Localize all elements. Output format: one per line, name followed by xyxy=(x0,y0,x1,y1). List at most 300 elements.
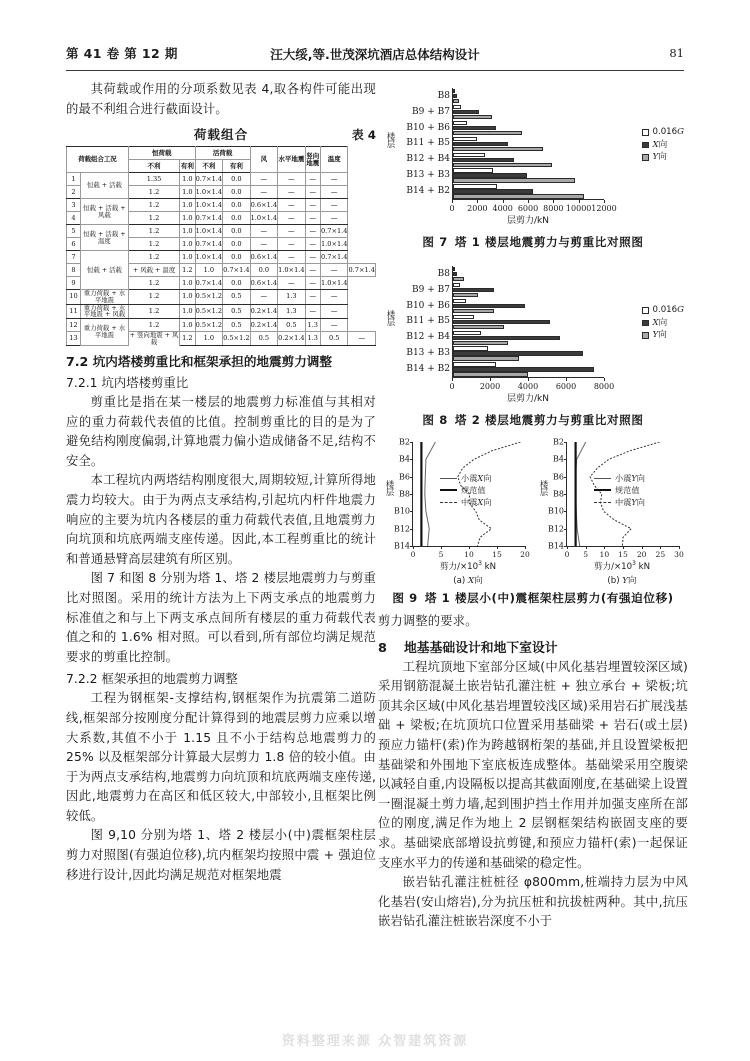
legend-line xyxy=(440,489,457,491)
x-axis-title-fig9a: 剪力$/\times 10^3$ kN xyxy=(439,560,497,572)
table-cell: 恒载 + 活载 + 风载 xyxy=(80,199,128,225)
table-cell: 1.0 xyxy=(180,212,195,225)
x-tick xyxy=(452,200,453,203)
legend-item xyxy=(642,139,684,152)
legend-label: 中震X向 xyxy=(461,497,492,507)
table-cell: — xyxy=(305,186,320,199)
x-tick-label: 15 xyxy=(492,550,502,559)
table-cell: — xyxy=(305,277,320,290)
x-tick-label: 20 xyxy=(636,550,647,559)
figure-9-title: 塔 1 楼层小(中)震框架柱层剪力(有强迫位移) xyxy=(424,591,674,605)
bar xyxy=(453,351,583,355)
x-tick-label: 10 xyxy=(599,550,610,559)
table-cell: 恒载 + 活载 + 温度 xyxy=(80,225,128,251)
th-dead-load: 恒荷载 xyxy=(128,147,195,160)
bar xyxy=(453,346,488,350)
x-tick xyxy=(566,378,567,381)
table-cell: 0.6×1.4 xyxy=(250,199,278,212)
bar xyxy=(453,336,560,340)
right-column xyxy=(378,80,688,932)
data-line xyxy=(425,442,436,546)
y-tick-label: B12 xyxy=(393,524,410,534)
bar xyxy=(453,367,594,371)
section-8-number: 8 xyxy=(378,640,387,656)
legend-item xyxy=(642,317,684,330)
x-tick-label: 0 xyxy=(410,550,416,559)
bar xyxy=(453,163,552,167)
table-cell: 12 xyxy=(67,319,81,332)
y-tick-label: B10 xyxy=(393,506,410,516)
bar xyxy=(453,89,455,93)
table-cell: 1.0 xyxy=(180,238,195,251)
table-cell: 11 xyxy=(67,304,81,318)
table-cell: 13 xyxy=(67,332,81,346)
table-cell: 1.0 xyxy=(195,264,223,277)
legend-line xyxy=(440,478,457,479)
legend-label: Y向 xyxy=(652,152,667,163)
table-cell: 7 xyxy=(67,251,81,264)
y-axis-title-fig9a: 楼层 xyxy=(384,480,394,495)
category-label: B9 + B7 xyxy=(412,284,450,295)
table-header-row-1 xyxy=(67,147,376,160)
x-tick xyxy=(528,378,529,381)
table-row xyxy=(67,251,376,264)
x-tick-label: 10000 xyxy=(565,204,592,213)
bar-chart-fig8 xyxy=(378,258,688,410)
table-cell: 1.2 xyxy=(128,319,179,332)
legend-line xyxy=(594,478,611,479)
paragraph-8-1: 工程坑顶地下室部分区域(中风化基岩埋置较深区域)采用钢筋混凝土嵌岩钻孔灌注桩 + 独立承台 + 梁板;坑顶其余区域(中风化基岩埋置较浅区域)采用岩石扩展浅基础 + 梁板;在坑顶坑口位置采用基础梁 + 岩石(或土层)预应力锚杆(索)作为跨越钢桁架的基础,并且设置梁板把基础梁和外围地下室底板连成整体。基础梁采用空腹梁以减轻自重,内设隔板以提高其截面刚度,在基础梁上设置一圈混凝土剪力墙,起到围护挡土作用并加强支座所在部位的刚度,满足作为地上 2 层钢框架结构嵌固支座的要求。基础梁底部增设抗剪键,和预应力锚杆(索)一起保证支座水平力的传递和基础梁的稳定性。 xyxy=(378,659,688,870)
table-cell: — xyxy=(305,264,320,277)
article-title-head: 汪大绥,等.世茂深坑酒店总体结构设计 xyxy=(270,47,480,62)
bar xyxy=(453,189,533,193)
table-cell: 1.0×1.4 xyxy=(320,277,348,290)
x-tick-label: 8000 xyxy=(543,204,564,213)
x-tick-label: 2000 xyxy=(467,204,488,213)
x-tick-label: 25 xyxy=(655,550,666,559)
table-cell: 1.2 xyxy=(180,332,195,346)
th-live-favorable: 有利 xyxy=(223,160,251,173)
table-cell: — xyxy=(250,238,278,251)
legend-line xyxy=(594,489,611,491)
table-cell: 1.0 xyxy=(180,277,195,290)
y-tick-label: B8 xyxy=(399,489,410,499)
x-tick xyxy=(586,546,587,549)
table-row xyxy=(67,290,376,304)
table-cell: 1.2 xyxy=(128,199,179,212)
table-cell: 1.0×1.4 xyxy=(195,251,223,264)
table-cell: 0.5 xyxy=(223,304,251,318)
table-cell: 0.6×1.4 xyxy=(250,251,278,264)
table-cell: 0.0 xyxy=(250,264,278,277)
paragraph-722-2: 图 9,10 分别为塔 1、塔 2 楼层小(中)震框架柱层剪力对照图(有强迫位移),坑内框架均按照中震 + 强迫位移进行设计,因此均满足规范对框架地震 xyxy=(66,828,376,882)
table-cell: 1.0×1.4 xyxy=(250,212,278,225)
bar xyxy=(453,99,459,103)
legend-label: 规范值 xyxy=(461,485,486,495)
table-cell: 0.0 xyxy=(223,225,251,238)
bar xyxy=(453,299,466,303)
table-cell: 重力荷载 + 水平地震 xyxy=(80,290,128,304)
table-cell: — xyxy=(278,238,306,251)
y-tick-label: B6 xyxy=(553,472,564,482)
x-tick-label: 12000 xyxy=(591,204,617,213)
bar xyxy=(453,315,474,319)
volume-issue: 第 41 卷 第 12 期 xyxy=(66,46,178,61)
watermark: 资料整理来源 众智建筑资源 xyxy=(281,1034,469,1049)
bar xyxy=(453,309,494,313)
paragraph-721-2: 本工程坑内两塔结构刚度很大,周期较短,计算所得地震力均较大。由于为两点支承结构,引起坑内杆件地震力响应的主要为坑内各楼层的重力荷载代表值,且地震剪力向坑顶和坑底两端支座传递。因此,本工程剪重比的统计和普通悬臂高层建筑有所区别。 xyxy=(66,473,376,566)
figure-9 xyxy=(378,436,688,606)
paragraph-continued: 剪力调整的要求。 xyxy=(378,614,478,628)
category-label: B13 + B3 xyxy=(406,348,450,359)
table-cell: 1.2 xyxy=(128,225,179,238)
table-cell: 0.5 xyxy=(320,332,348,346)
legend-label: X向 xyxy=(652,139,668,150)
x-tick-label: 5 xyxy=(583,550,589,559)
x-tick-label: 15 xyxy=(618,550,628,559)
table-cell: — xyxy=(250,173,278,186)
table-cell: 0.0 xyxy=(223,277,251,290)
x-tick xyxy=(477,200,478,203)
legend-item xyxy=(642,304,684,317)
table-cell: 0.0 xyxy=(223,173,251,186)
table-cell: 0.5 xyxy=(278,319,306,332)
table-cell: 0.7×1.4 xyxy=(195,277,223,290)
table-cell: — xyxy=(305,173,320,186)
table-cell: 1.0×1.4 xyxy=(320,238,348,251)
running-head xyxy=(66,44,684,70)
bar xyxy=(453,115,492,119)
table-cell: 0.5×1.2 xyxy=(195,304,223,318)
x-tick xyxy=(604,378,605,381)
table-cell: 1 xyxy=(67,173,81,186)
bar xyxy=(453,105,461,109)
table-cell: 1.0×1.4 xyxy=(195,199,223,212)
table-title: 荷载组合 xyxy=(193,127,249,143)
legend-label: 小震Y向 xyxy=(615,473,645,483)
x-tick-label: 0 xyxy=(564,550,570,559)
legend-fig7 xyxy=(642,126,684,164)
legend-label: 0.016G xyxy=(652,305,684,315)
x-tick-label: 8000 xyxy=(593,382,615,391)
header-rule xyxy=(66,70,684,71)
bar xyxy=(453,168,493,172)
table-cell: — xyxy=(320,199,348,212)
table-cell: 0.5×1.2 xyxy=(195,319,223,332)
table-cell: 1.0 xyxy=(180,225,195,238)
x-tick-label: 10 xyxy=(464,550,474,559)
table-cell: 1.2 xyxy=(180,264,195,277)
table-cell: 恒载 + 活载 xyxy=(80,251,128,290)
table-cell: 0.2×1.4 xyxy=(278,332,306,346)
y-tick-label: B2 xyxy=(553,437,564,447)
data-line xyxy=(576,442,586,546)
bar xyxy=(453,372,528,376)
table-cell: 1.2 xyxy=(128,290,179,304)
table-cell: 0.7×1.4 xyxy=(195,238,223,251)
x-tick xyxy=(469,546,470,549)
bar-group xyxy=(406,345,604,361)
x-tick-label: 0 xyxy=(449,382,455,391)
table-cell: 3 xyxy=(67,199,81,212)
legend-swatch xyxy=(642,307,649,314)
table-cell: 1.2 xyxy=(128,304,179,318)
x-axis-title-fig9b: 剪力$/\times 10^3$ kN xyxy=(593,560,651,572)
category-label: B12 + B4 xyxy=(406,154,450,165)
table-cell: — xyxy=(320,186,348,199)
figure-7-number: 图 7 xyxy=(422,235,448,249)
table-cell: 0.0 xyxy=(223,251,251,264)
legend-line xyxy=(594,502,611,503)
figure-8 xyxy=(378,258,688,428)
x-tick xyxy=(604,200,605,203)
table-cell: 0.5×1.2 xyxy=(223,332,251,346)
legend-label: 0.016G xyxy=(652,127,684,137)
table-cell: 0.0 xyxy=(223,238,251,251)
table-cell: — xyxy=(278,199,306,212)
paragraph-722-1: 工程为钢框架-支撑结构,钢框架作为抗震第二道防线,框架部分按刚度分配计算得到的地震层剪力应乘以增大系数,其值不小于 1.15 且不小于结构总地震剪力的 25% 以及框架部分计算最大层剪力 1.8 倍的较小值。由于为两点支承结构,地震剪力向坑顶和坑底两端支座传递,因此,地震剪力在高区和低区较大,中部较小,且框架比例较低。 xyxy=(66,691,376,823)
table-cell: 0.7×1.4 xyxy=(195,173,223,186)
bar xyxy=(453,126,496,130)
y-tick-label: B4 xyxy=(399,454,410,464)
bar-group xyxy=(437,266,604,282)
bar xyxy=(453,277,464,281)
table-cell: — xyxy=(348,332,376,346)
paragraph-8-2: 嵌岩钻孔灌注桩桩径 φ800mm,桩端持力层为中风化基岩(安山熔岩),分为抗压桩和抗拔桩两种。其中,抗压嵌岩钻孔灌注桩嵌岩深度不小于 xyxy=(378,875,688,929)
table-cell: 1.0×1.4 xyxy=(278,264,306,277)
subplot-label-fig9b: (b) Y向 xyxy=(607,576,637,586)
x-axis-title-fig7: 层剪力/kN xyxy=(507,216,549,226)
x-tick-label: 6000 xyxy=(555,382,577,391)
category-label: B12 + B4 xyxy=(406,332,450,343)
bar xyxy=(453,110,479,114)
table-cell: 5 xyxy=(67,225,81,238)
table-cell: 1.2 xyxy=(128,212,179,225)
y-tick-label: B2 xyxy=(399,437,410,447)
table-cell: — xyxy=(320,304,348,318)
table-cell: 1.3 xyxy=(278,304,306,318)
table-cell: — xyxy=(305,238,320,251)
th-live-load: 活荷载 xyxy=(195,147,250,160)
x-tick xyxy=(642,546,643,549)
table-caption xyxy=(66,123,376,143)
category-label: B8 xyxy=(437,268,450,279)
table-cell: 0.5 xyxy=(223,290,251,304)
figure-8-title: 塔 2 楼层地震剪力与剪重比对照图 xyxy=(454,413,644,427)
x-tick xyxy=(623,546,624,549)
x-axis-title-fig8: 层剪力/kN xyxy=(507,394,549,404)
th-wind: 风 xyxy=(250,147,278,173)
y-tick-label: B14 xyxy=(547,541,564,551)
legend-fig9b xyxy=(594,472,645,508)
bar-group xyxy=(412,104,604,120)
bar xyxy=(453,131,522,135)
page-number: 81 xyxy=(669,46,684,60)
figure-9-caption xyxy=(378,590,688,606)
bar xyxy=(453,283,460,287)
x-tick-label: 4000 xyxy=(517,382,539,391)
figure-7 xyxy=(378,80,688,250)
table-body xyxy=(67,173,376,346)
paragraph-721-1: 剪重比是指在某一楼层的地震剪力标准值与其相对应的重力荷载代表值的比值。控制剪重比的目的是为了避免结构刚度偏弱,计算地震力偏小造成储备不足,结构不安全。 xyxy=(66,395,376,468)
th-dead-unfavorable: 不利 xyxy=(128,160,179,173)
bar xyxy=(453,331,481,335)
table-cell: 1.2 xyxy=(128,277,179,290)
table-cell: 9 xyxy=(67,277,81,290)
x-tick xyxy=(452,378,453,381)
table-cell: — xyxy=(250,225,278,238)
section-8-title: 地基基础设计和地下室设计 xyxy=(404,640,558,656)
table-cell: 1.0×1.4 xyxy=(195,225,223,238)
table-cell: — xyxy=(278,225,306,238)
table-cell: — xyxy=(320,290,348,304)
table-cell: 0.7×1.4 xyxy=(223,264,251,277)
table-cell: 4 xyxy=(67,212,81,225)
table-cell: 0.7×1.4 xyxy=(195,212,223,225)
legend-label: 规范值 xyxy=(615,485,640,495)
legend-swatch xyxy=(642,142,649,149)
table-cell: — xyxy=(250,186,278,199)
table-cell: — xyxy=(320,173,348,186)
table-cell: 0.5×1.2 xyxy=(195,290,223,304)
category-label: B13 + B3 xyxy=(406,170,450,181)
table-row xyxy=(67,319,376,332)
bar xyxy=(453,94,457,98)
table-cell: — xyxy=(305,212,320,225)
table-cell: — xyxy=(305,304,320,318)
table-row xyxy=(67,304,376,318)
line-chart-fig9b xyxy=(536,436,686,588)
y-tick-label: B8 xyxy=(553,489,564,499)
table-cell: 6 xyxy=(67,238,81,251)
bar xyxy=(453,304,525,308)
bar xyxy=(453,158,514,162)
plot-area-fig7 xyxy=(406,88,604,200)
legend-item xyxy=(440,496,491,508)
legend-fig9a xyxy=(440,472,491,508)
category-label: B14 + B2 xyxy=(406,364,450,375)
legend-swatch xyxy=(642,320,649,327)
x-tick xyxy=(413,546,414,549)
y-tick-label: B6 xyxy=(399,472,410,482)
table-cell: 1.3 xyxy=(278,290,306,304)
legend-label: 小震X向 xyxy=(461,473,492,483)
table-cell: — xyxy=(320,319,348,332)
table-cell: 1.3 xyxy=(305,332,320,346)
x-tick xyxy=(525,546,526,549)
table-cell: 1.2 xyxy=(128,186,179,199)
legend-label: 中震Y向 xyxy=(615,497,645,507)
bar xyxy=(453,356,519,360)
legend-item xyxy=(594,484,645,496)
category-label: B9 + B7 xyxy=(412,106,450,117)
x-tick-label: 20 xyxy=(520,550,530,559)
figure-8-number: 图 8 xyxy=(422,413,448,427)
category-label: B10 + B6 xyxy=(406,122,450,133)
y-tick-label: B12 xyxy=(547,524,564,534)
th-vertical-quake: 竖向地震 xyxy=(305,147,320,173)
legend-item xyxy=(594,472,645,484)
category-label: B8 xyxy=(437,90,450,101)
bar-group xyxy=(406,120,604,136)
table-cell: 0.0 xyxy=(223,212,251,225)
bar xyxy=(453,184,497,188)
category-label: B10 + B6 xyxy=(406,300,450,311)
bar xyxy=(453,288,494,292)
legend-label: X向 xyxy=(652,317,668,328)
paragraph-721-3: 图 7 和图 8 分别为塔 1、塔 2 楼层地震剪力与剪重比对照图。采用的统计方法为上下两支承点的地震剪力标准值之和与上下两支承点间所有楼层的重力荷载代表值之和的 1.6% 相对照。可以看到,所有部位均满足规范要求的剪重比控制。 xyxy=(66,571,376,664)
category-label: B11 + B5 xyxy=(406,316,450,327)
legend-item xyxy=(440,472,491,484)
x-tick xyxy=(503,200,504,203)
table-cell: — xyxy=(320,264,348,277)
th-live-unfavorable: 不利 xyxy=(195,160,223,173)
figure-7-title: 塔 1 楼层地震剪力与剪重比对照图 xyxy=(454,235,644,249)
bar-group xyxy=(406,361,604,377)
bar-chart-fig7 xyxy=(378,80,688,232)
table-cell: 1.2 xyxy=(128,238,179,251)
bar-group xyxy=(406,136,604,152)
table-cell: — xyxy=(305,225,320,238)
y-axis-title-fig9b: 楼层 xyxy=(538,480,548,495)
table-cell: 重力荷载 + 水平地震 xyxy=(80,319,128,346)
category-label: B14 + B2 xyxy=(406,186,450,197)
bar xyxy=(453,147,543,151)
bar-group xyxy=(406,314,604,330)
table-number: 表 4 xyxy=(351,128,376,143)
th-dead-favorable: 有利 xyxy=(180,160,195,173)
table-cell: 0.7×1.4 xyxy=(320,251,348,264)
table-cell: 1.0 xyxy=(195,332,223,346)
table-cell: 0.0 xyxy=(223,199,251,212)
x-tick-label: 4000 xyxy=(492,204,513,213)
table-cell: — xyxy=(278,173,306,186)
table-cell: 0.7×1.4 xyxy=(348,264,376,277)
th-horizontal-quake: 水平地震 xyxy=(278,147,306,173)
table-cell: 0.6×1.4 xyxy=(250,277,278,290)
bar xyxy=(453,362,496,366)
y-tick-label: B10 xyxy=(547,506,564,516)
figure-8-caption xyxy=(378,412,688,428)
category-label: B11 + B5 xyxy=(406,138,450,149)
figure-7-caption xyxy=(378,234,688,250)
table-cell: + 风载 + 温度 xyxy=(128,264,179,277)
legend-swatch xyxy=(642,129,649,136)
bar-group xyxy=(406,151,604,167)
table-cell: — xyxy=(305,199,320,212)
table-cell: 1.0 xyxy=(180,199,195,212)
legend-swatch xyxy=(642,154,649,161)
bar-group xyxy=(406,183,604,199)
bar xyxy=(453,173,527,177)
x-tick xyxy=(579,200,580,203)
table-cell: 1.0 xyxy=(180,186,195,199)
bar xyxy=(453,325,504,329)
table-cell: + 竖向地震 + 风载 xyxy=(129,331,179,346)
table-cell: 0.5 xyxy=(223,319,251,332)
table-row xyxy=(67,173,376,186)
subplot-label-fig9a: (a) X向 xyxy=(453,576,483,586)
line-chart-fig9a xyxy=(382,436,532,588)
legend-item xyxy=(642,329,684,342)
legend-fig8 xyxy=(642,304,684,342)
bar xyxy=(453,137,477,141)
y-tick-label: B14 xyxy=(393,541,410,551)
y-axis-title-fig8: 楼层 xyxy=(385,310,395,325)
table-cell: 0.2×1.4 xyxy=(250,304,278,318)
x-tick-label: 0 xyxy=(449,204,455,213)
x-tick-label: 5 xyxy=(438,550,444,559)
